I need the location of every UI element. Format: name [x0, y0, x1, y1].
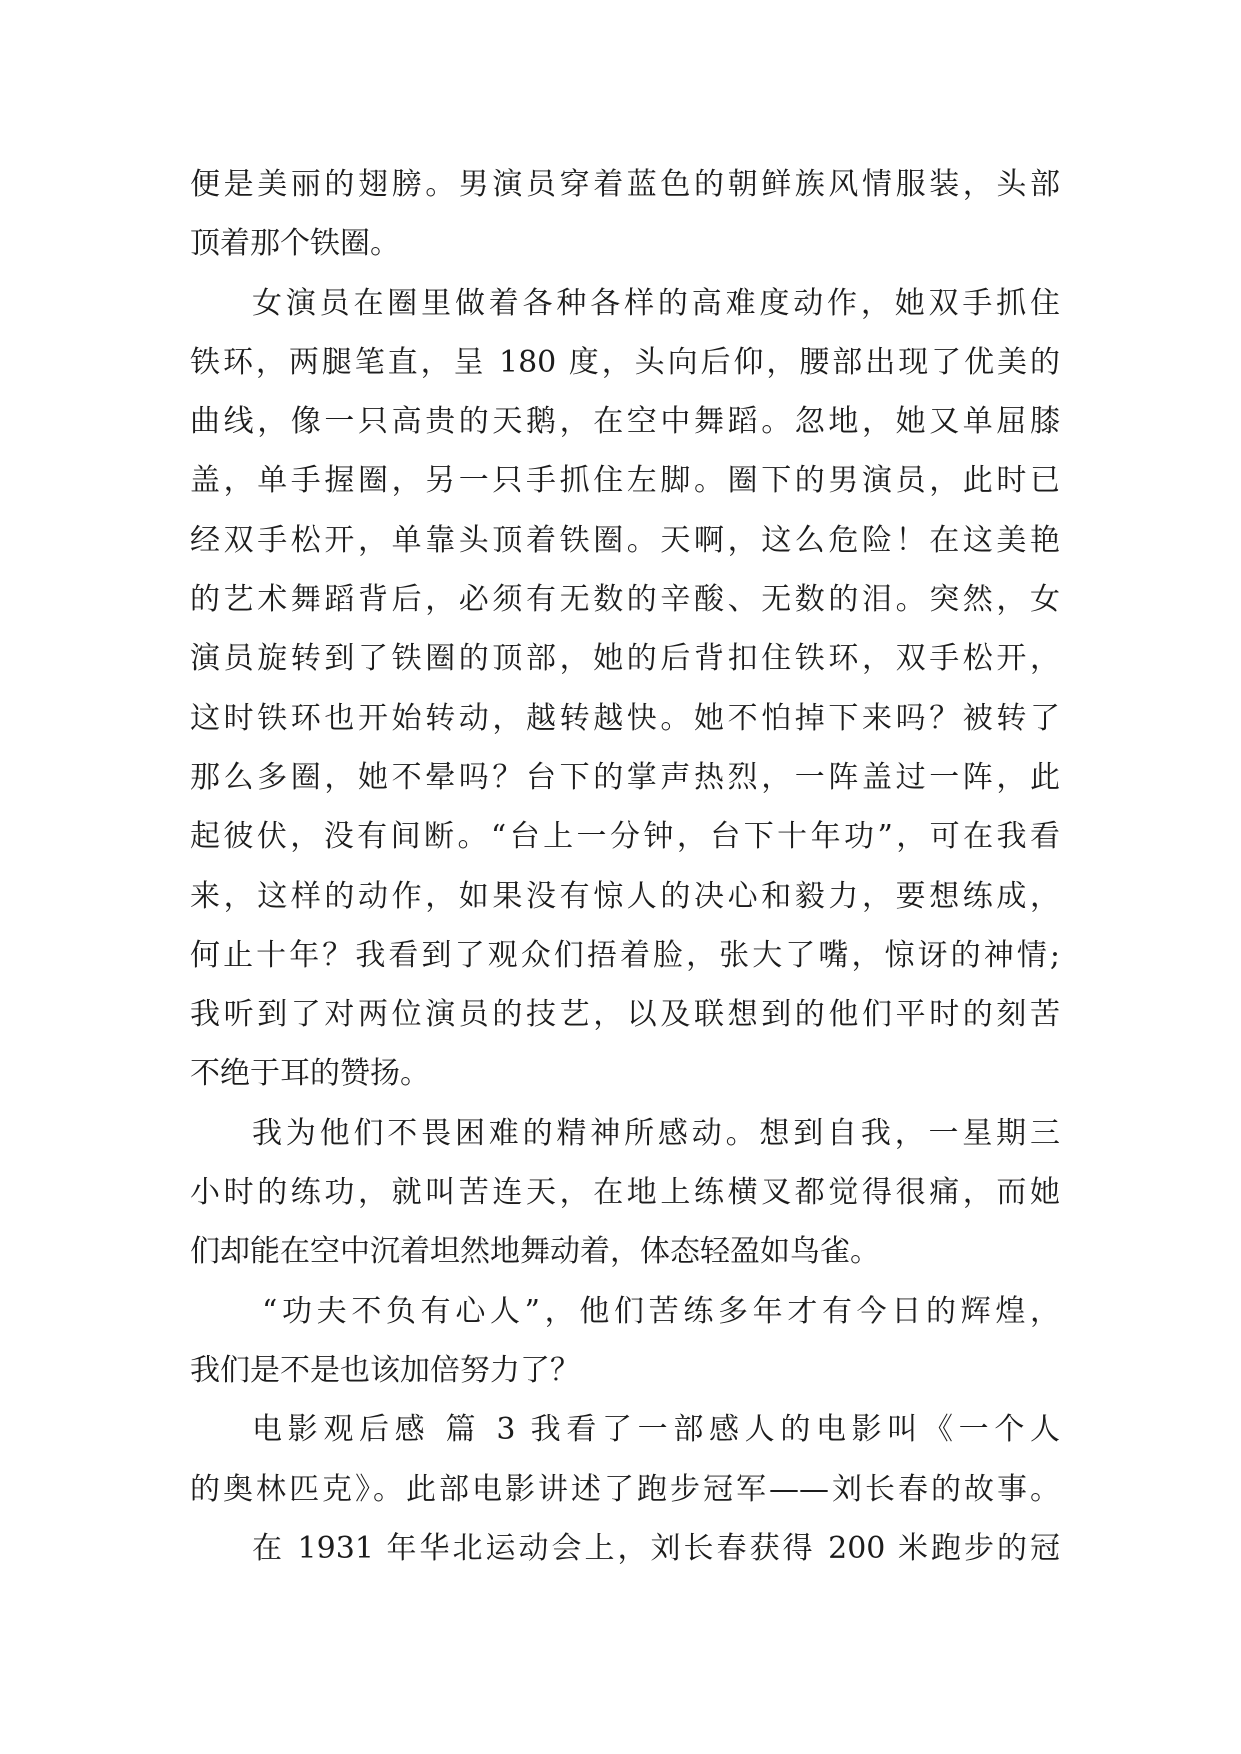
text-line: 在 1931 年华北运动会上，刘长春获得 200 米跑步的冠 — [252, 1530, 1060, 1566]
text-line: 何止十年？我看到了观众们捂着脸，张大了嘴，惊讶的神情; — [190, 937, 1060, 973]
text-line: 便是美丽的翅膀。男演员穿着蓝色的朝鲜族风情服装，头部 — [190, 167, 1060, 202]
text-line: 不绝于耳的赞扬。 — [190, 1056, 430, 1092]
text-line: 的艺术舞蹈背后，必须有无数的辛酸、无数的泪。突然，女 — [190, 582, 1060, 618]
text-line: 铁环，两腿笔直，呈 180 度，头向后仰，腰部出现了优美的 — [190, 344, 1060, 380]
text-line: 那么多圈，她不晕吗？台下的掌声热烈，一阵盖过一阵，此 — [190, 759, 1060, 795]
text-line: “功夫不负有心人”，他们苦练多年才有今日的辉煌， — [262, 1293, 1060, 1329]
text-line: 我为他们不畏困难的精神所感动。想到自我，一星期三 — [252, 1115, 1060, 1151]
text-line: 我听到了对两位演员的技艺，以及联想到的他们平时的刻苦 — [190, 997, 1060, 1033]
body-text — [190, 155, 1060, 1578]
text-line: 我们是不是也该加倍努力了？ — [190, 1352, 580, 1388]
text-line: 来，这样的动作，如果没有惊人的决心和毅力，要想练成， — [190, 878, 1060, 914]
text-line: 曲线，像一只高贵的天鹅，在空中舞蹈。忽地，她又单屈膝 — [190, 404, 1060, 440]
text-line: 演员旋转到了铁圈的顶部，她的后背扣住铁环，双手松开， — [190, 641, 1060, 677]
text-line: 们却能在空中沉着坦然地舞动着，体态轻盈如鸟雀。 — [190, 1234, 880, 1270]
text-line: 女演员在圈里做着各种各样的高难度动作，她双手抓住 — [252, 285, 1060, 321]
text-line: 的奥林匹克》。此部电影讲述了跑步冠军——刘长春的故事。 — [190, 1471, 1060, 1507]
text-line: 盖，单手握圈，另一只手抓住左脚。圈下的男演员，此时已 — [190, 463, 1060, 499]
text-line: 小时的练功，就叫苦连天，在地上练横叉都觉得很痛，而她 — [190, 1175, 1060, 1211]
text-line: 电影观后感 篇 3 我看了一部感人的电影叫《一个人 — [252, 1412, 1060, 1448]
text-line: 顶着那个铁圈。 — [190, 226, 400, 262]
text-line: 经双手松开，单靠头顶着铁圈。天啊，这么危险！在这美艳 — [190, 522, 1060, 558]
text-line: 起彼伏，没有间断。“台上一分钟，台下十年功”，可在我看 — [190, 819, 1060, 855]
text-line: 这时铁环也开始转动，越转越快。她不怕掉下来吗？被转了 — [190, 700, 1060, 736]
